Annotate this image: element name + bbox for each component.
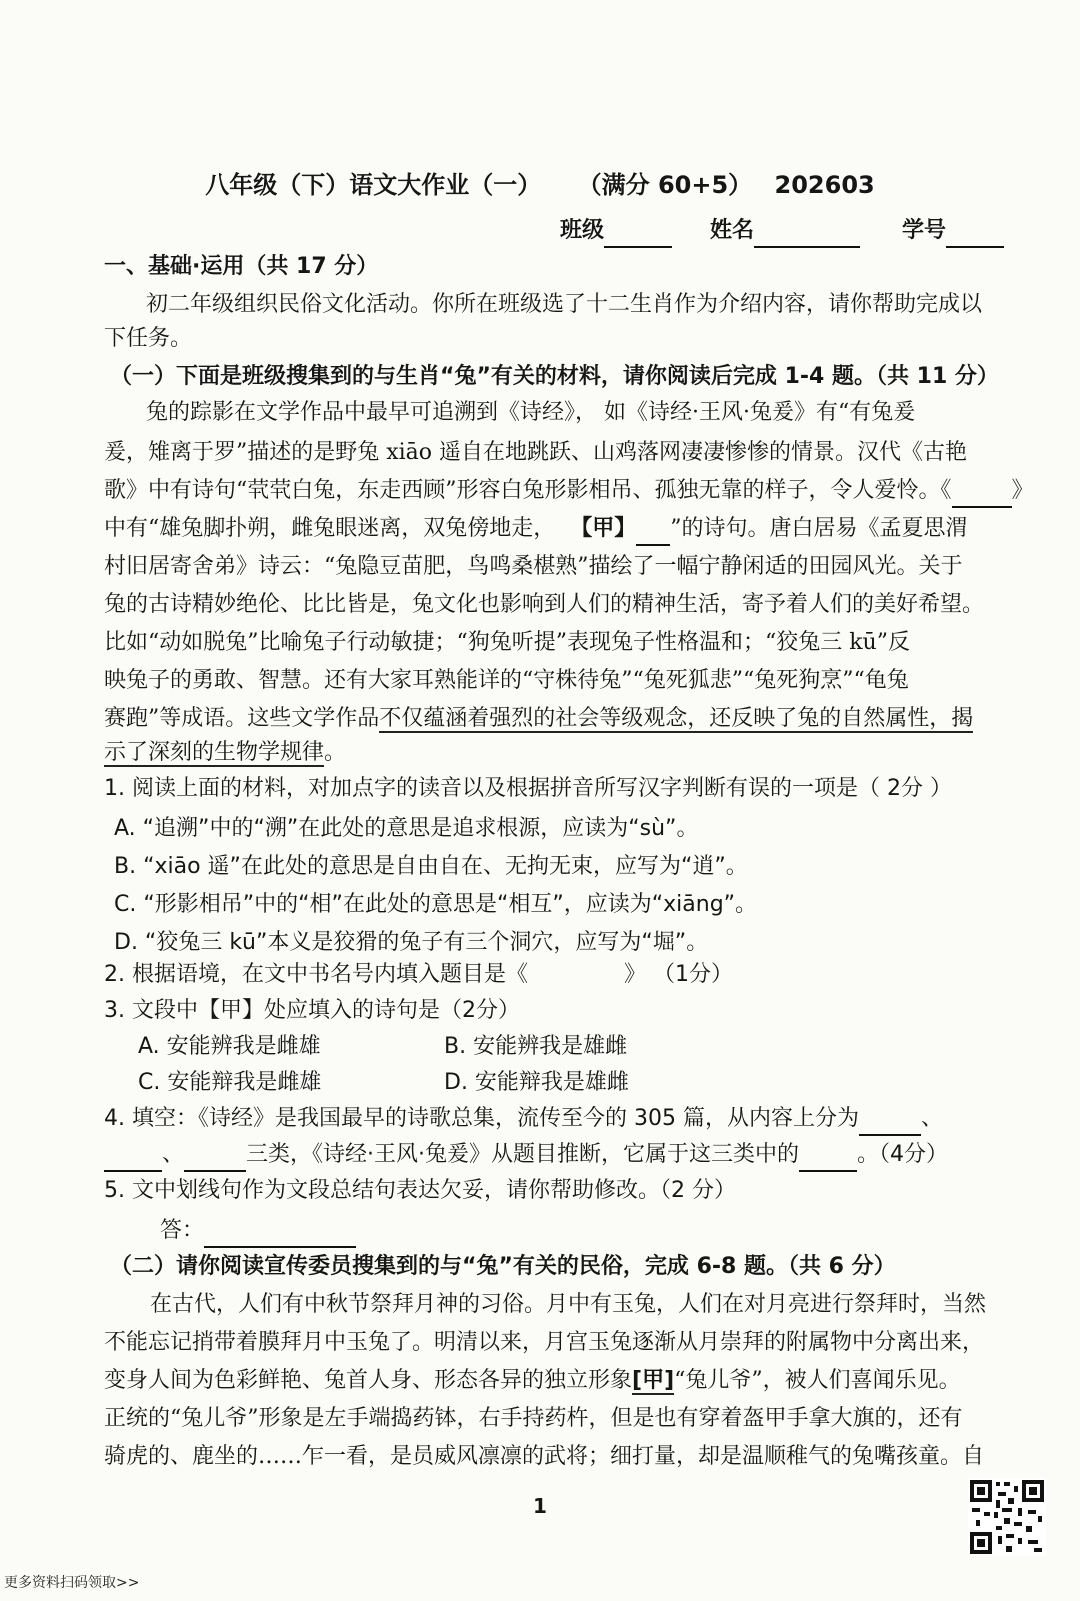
- q4-blank-1[interactable]: [859, 1110, 921, 1136]
- qr-code-icon[interactable]: [968, 1478, 1046, 1556]
- q3-stem: 3. 文段中【甲】处应填入的诗句是（2分）: [104, 998, 520, 1023]
- book-title-close: 》: [1011, 478, 1034, 503]
- class-blank[interactable]: [604, 220, 672, 248]
- passage2-line-3: [104, 1364, 1026, 1398]
- number-blank[interactable]: [946, 220, 1004, 248]
- book-title-blank[interactable]: [952, 482, 1012, 508]
- passage1-end: 。: [324, 740, 347, 765]
- number-label: 学号: [902, 218, 947, 243]
- q1-stem: 1. 阅读上面的材料，对加点字的读音以及根据拼音所写汉字判断有误的一项是（ 2分 ）: [104, 776, 952, 801]
- q3-option-c[interactable]: C. 安能辩我是雌雄: [138, 1070, 322, 1095]
- q4-line-1-text: 4. 填空：《诗经》是我国最早的诗歌总集，流传至今的 305 篇，从内容上分为: [104, 1106, 859, 1131]
- date-code: 202603: [774, 171, 875, 199]
- part2-heading: （二）请你阅读宣传委员搜集到的与“兔”有关的民俗，完成 6-8 题。（共 6 分）: [110, 1254, 896, 1279]
- intro-line-2: 下任务。: [104, 326, 193, 351]
- page-number: 1: [533, 1494, 547, 1518]
- underlined-sentence-b: 示了深刻的生物学规律: [104, 740, 325, 765]
- q1-option-c[interactable]: C. “形影相吊”中的“相”在此处的意思是“相互”，应读为“xiāng”。: [114, 892, 758, 917]
- q1-option-d[interactable]: D. “狡兔三 kū”本义是狡猾的兔子有三个洞穴，应写为“堀”。: [114, 930, 709, 955]
- passage1-line-7: 比如“动如脱兔”比喻兔子行动敏捷；“狗兔听提”表现兔子性格温和；“狡兔三 kū”反: [104, 630, 910, 655]
- passage1-line-9-text: 赛跑”等成语。这些文学作品: [104, 706, 380, 731]
- q1-option-b[interactable]: B. “xiāo 遥”在此处的意思是自由自在、无拘无束，应写为“逍”。: [114, 854, 748, 879]
- q4-line-2-a: 、: [162, 1142, 185, 1167]
- passage2-jia-marker: [甲]: [632, 1368, 675, 1393]
- passage2-line-4: 正统的“兔儿爷”形象是左手端捣药钵，右手持药杵，但是也有穿着盔甲手拿大旗的，还有: [104, 1406, 963, 1431]
- jia-marker: 【甲】: [570, 516, 637, 541]
- class-label: 班级: [560, 218, 605, 243]
- intro-line-1: 初二年级组织民俗文化活动。你所在班级选了十二生肖作为介绍内容，请你帮助完成以: [146, 292, 983, 317]
- section1-heading: 一、基础·运用（共 17 分）: [104, 254, 379, 279]
- full-score: （满分 60+5）: [577, 171, 753, 199]
- passage1-line-2: 爰，雉离于罗”描述的是野兔 xiāo 遥自在地跳跃、山鸡落网凄凄惨惨的情景。汉代《古艳: [104, 440, 968, 465]
- q4-line-2: [104, 1138, 1026, 1172]
- q4-line-2-end: 。（4分）: [857, 1142, 949, 1167]
- q3-option-d[interactable]: D. 安能辩我是雄雌: [444, 1070, 629, 1095]
- passage2-line-5: 骑虎的、鹿坐的……乍一看，是员威风凛凛的武将；细打量，却是温顺稚气的兔嘴孩童。自: [104, 1444, 985, 1469]
- passage2-line-1: 在古代，人们有中秋节祭拜月神的习俗。月中有玉兔，人们在对月亮进行祭拜时，当然: [150, 1292, 987, 1317]
- q4-line-1-end: 、: [920, 1106, 943, 1131]
- passage1-line-6: 兔的古诗精妙绝伦、比比皆是，兔文化也影响到人们的精神生活，寄予着人们的美好希望。: [104, 592, 985, 617]
- q4-line-2-b: 三类，《诗经·王风·兔爰》从题目推断，它属于这三类中的: [246, 1142, 800, 1167]
- q5-stem: 5. 文中划线句作为文段总结句表达欠妥，请你帮助修改。（2 分）: [104, 1178, 736, 1203]
- title-text: 八年级（下）语文大作业（一）: [205, 171, 542, 199]
- passage1-line-4: [104, 512, 1026, 546]
- name-label: 姓名: [710, 218, 755, 243]
- passage1-line-3: [104, 474, 1034, 508]
- part1-heading: （一）下面是班级搜集到的与生肖“兔”有关的材料，请你阅读后完成 1-4 题。（共 11 分）: [110, 364, 999, 389]
- footer-qr-note: 更多资料扫码领取>>: [4, 1575, 140, 1591]
- q4-blank-4[interactable]: [799, 1146, 857, 1172]
- passage1-line-5: 村旧居寄舍弟》诗云：“兔隐豆苗肥，鸟鸣桑椹熟”描绘了一幅宁静闲适的田园风光。关于: [104, 554, 963, 579]
- q5-answer-label: 答：: [160, 1218, 205, 1243]
- q2-stem: [104, 958, 1026, 992]
- book-title-open: 《: [940, 478, 952, 503]
- q2-stem-a: 2. 根据语境，在文中书名号内填入题目是《: [104, 962, 528, 987]
- passage2-line-3-tail: “兔儿爷”，被人们喜闻乐见。: [674, 1368, 961, 1393]
- passage1-line-1: 兔的踪影在文学作品中最早可追溯到《诗经》， 如《诗经·王风·兔爰》有“有兔爰: [146, 400, 916, 425]
- class-field: [560, 214, 672, 248]
- page-title: [0, 168, 1080, 202]
- q1-option-a[interactable]: A. “追溯”中的“溯”在此处的意思是追求根源，应读为“sù”。: [114, 816, 699, 841]
- q5-answer-blank[interactable]: [204, 1222, 356, 1248]
- underlined-sentence-a: 不仅蕴涵着强烈的社会等级观念，还反映了兔的自然属性，揭: [379, 706, 974, 731]
- passage1-line-3-text: 歌》中有诗句“茕茕白兔，东走西顾”形容白兔形影相吊、孤独无靠的样子，令人爱怜。: [104, 478, 941, 503]
- passage2-line-2: 不能忘记捎带着膜拜月中玉兔了。明清以来，月宫玉兔逐渐从月崇拜的附属物中分离出来，: [104, 1330, 985, 1355]
- q4-blank-3[interactable]: [184, 1146, 246, 1172]
- q3-option-a[interactable]: A. 安能辨我是雌雄: [138, 1034, 321, 1059]
- q3-option-b[interactable]: B. 安能辨我是雄雌: [444, 1034, 628, 1059]
- passage1-line-8: 映兔子的勇敢、智慧。还有大家耳熟能详的“守株待兔”“兔死狐悲”“兔死狗烹”“龟兔: [104, 668, 909, 693]
- q4-blank-2[interactable]: [104, 1146, 162, 1172]
- q4-line-1: [104, 1102, 1026, 1136]
- passage1-line-4-tail: ”的诗句。唐白居易《孟夏思渭: [670, 516, 968, 541]
- q5-answer: [160, 1214, 560, 1248]
- passage1-line-4-text: 中有“雄兔脚扑朔，雌兔眼迷离，双兔傍地走，: [104, 516, 556, 541]
- name-blank[interactable]: [754, 220, 860, 248]
- jia-blank[interactable]: [636, 520, 670, 546]
- number-field: [902, 214, 1004, 248]
- q2-stem-b: 》 （1分）: [624, 962, 733, 987]
- name-field: [710, 214, 860, 248]
- passage2-line-3-text: 变身人间为色彩鲜艳、兔首人身、形态各异的独立形象: [104, 1368, 633, 1393]
- passage1-line-10: [104, 736, 1026, 770]
- passage1-line-9: [104, 702, 1026, 736]
